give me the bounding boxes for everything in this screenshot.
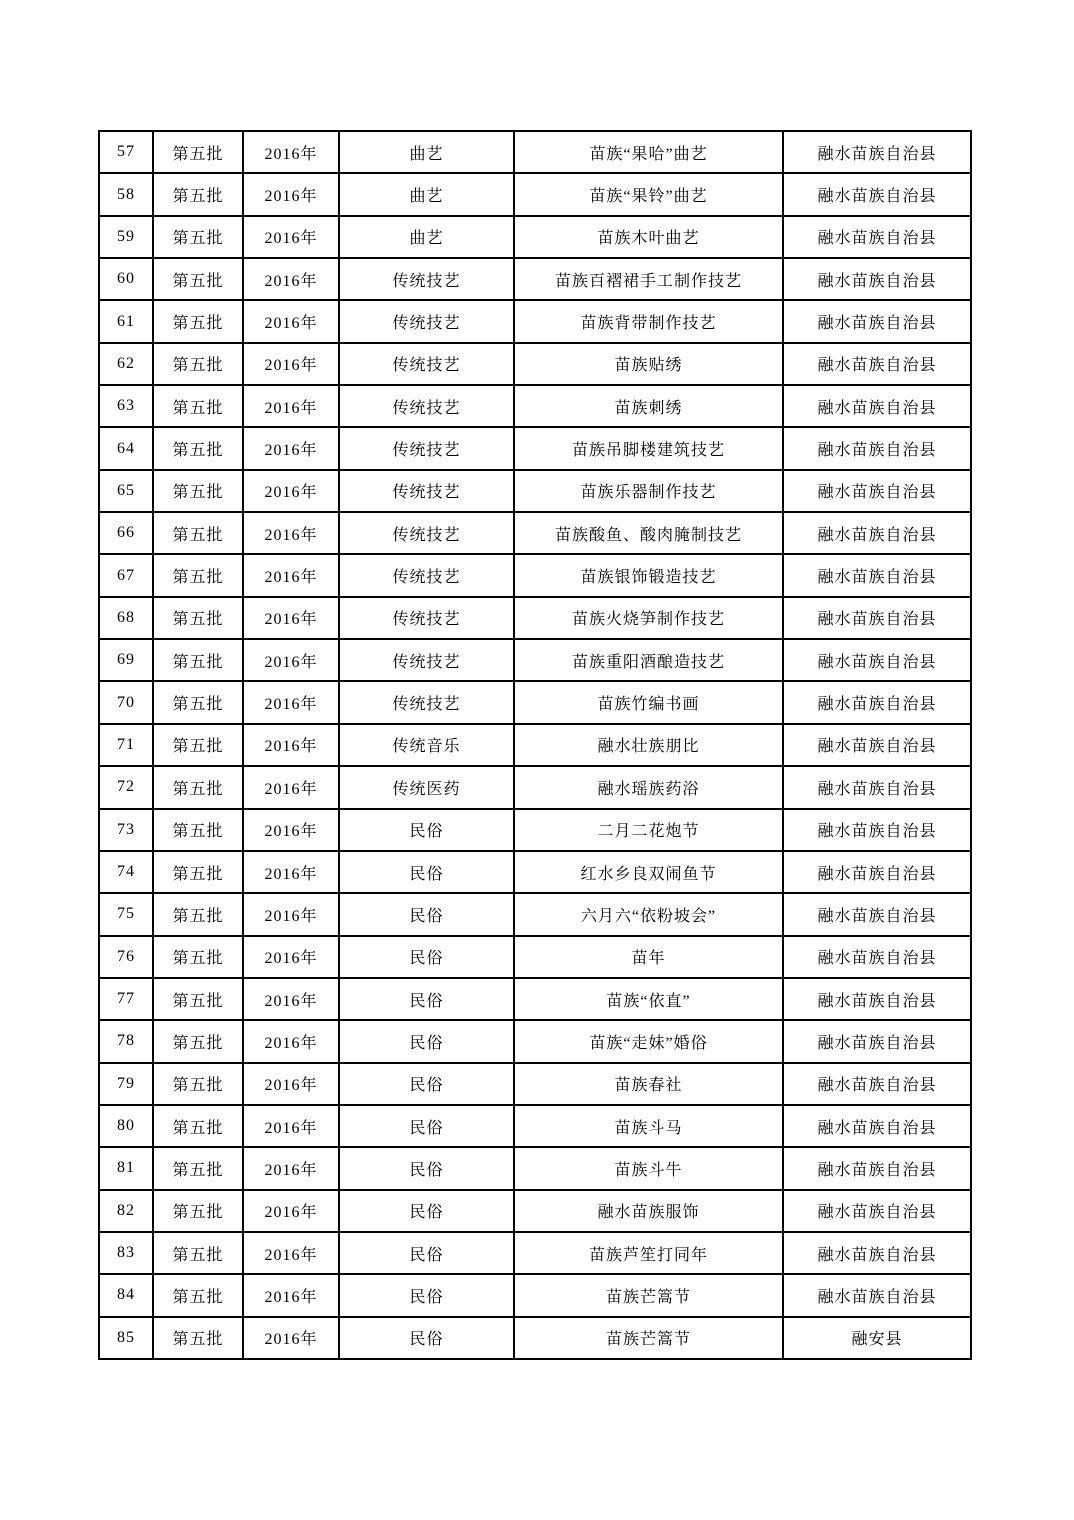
cell-number: 59 [99, 216, 153, 258]
cell-item: 苗族“依直” [514, 978, 783, 1020]
cell-number: 64 [99, 427, 153, 469]
cell-batch: 第五批 [153, 893, 243, 935]
cell-category: 民俗 [339, 851, 514, 893]
cell-location: 融水苗族自治县 [783, 470, 971, 512]
cell-item: 苗族木叶曲艺 [514, 216, 783, 258]
cell-category: 传统技艺 [339, 512, 514, 554]
table-row [99, 1147, 971, 1189]
cell-batch: 第五批 [153, 851, 243, 893]
cell-category: 民俗 [339, 893, 514, 935]
table-row [99, 385, 971, 427]
cell-location: 融安县 [783, 1317, 971, 1359]
table-row [99, 173, 971, 215]
cell-number: 69 [99, 639, 153, 681]
cell-category: 传统技艺 [339, 470, 514, 512]
table-row [99, 766, 971, 808]
cell-location: 融水苗族自治县 [783, 851, 971, 893]
cell-number: 84 [99, 1274, 153, 1316]
cell-item: 苗族芒篙节 [514, 1274, 783, 1316]
cell-year: 2016年 [243, 1190, 339, 1232]
cell-batch: 第五批 [153, 766, 243, 808]
cell-location: 融水苗族自治县 [783, 893, 971, 935]
table-row [99, 1274, 971, 1316]
cell-number: 61 [99, 300, 153, 342]
cell-item: 红水乡良双闹鱼节 [514, 851, 783, 893]
cell-year: 2016年 [243, 173, 339, 215]
cell-item: 苗族芒篙节 [514, 1317, 783, 1359]
cell-item: 苗族贴绣 [514, 343, 783, 385]
cell-category: 曲艺 [339, 216, 514, 258]
cell-item: 苗族斗马 [514, 1105, 783, 1147]
cell-category: 民俗 [339, 809, 514, 851]
cell-batch: 第五批 [153, 427, 243, 469]
cell-number: 73 [99, 809, 153, 851]
cell-year: 2016年 [243, 1147, 339, 1189]
cell-number: 85 [99, 1317, 153, 1359]
cell-location: 融水苗族自治县 [783, 343, 971, 385]
cell-location: 融水苗族自治县 [783, 427, 971, 469]
cell-location: 融水苗族自治县 [783, 131, 971, 173]
cell-location: 融水苗族自治县 [783, 512, 971, 554]
table-row [99, 131, 971, 173]
cell-category: 传统技艺 [339, 681, 514, 723]
cell-number: 68 [99, 597, 153, 639]
cell-location: 融水苗族自治县 [783, 216, 971, 258]
cell-item: 苗族芦笙打同年 [514, 1232, 783, 1274]
table-row [99, 893, 971, 935]
cell-year: 2016年 [243, 766, 339, 808]
cell-batch: 第五批 [153, 936, 243, 978]
cell-number: 67 [99, 554, 153, 596]
cell-year: 2016年 [243, 893, 339, 935]
cell-item: 融水瑶族药浴 [514, 766, 783, 808]
cell-category: 民俗 [339, 1063, 514, 1105]
cell-number: 80 [99, 1105, 153, 1147]
cell-location: 融水苗族自治县 [783, 809, 971, 851]
cell-category: 民俗 [339, 1232, 514, 1274]
cell-batch: 第五批 [153, 1232, 243, 1274]
cell-year: 2016年 [243, 554, 339, 596]
cell-item: 融水壮族朋比 [514, 724, 783, 766]
cell-year: 2016年 [243, 1020, 339, 1062]
cell-batch: 第五批 [153, 724, 243, 766]
cell-batch: 第五批 [153, 1063, 243, 1105]
cell-category: 传统技艺 [339, 258, 514, 300]
cell-batch: 第五批 [153, 978, 243, 1020]
cell-location: 融水苗族自治县 [783, 1063, 971, 1105]
cell-number: 79 [99, 1063, 153, 1105]
cell-location: 融水苗族自治县 [783, 1147, 971, 1189]
cell-number: 81 [99, 1147, 153, 1189]
cell-batch: 第五批 [153, 1147, 243, 1189]
cell-location: 融水苗族自治县 [783, 936, 971, 978]
cell-number: 57 [99, 131, 153, 173]
cell-category: 民俗 [339, 1317, 514, 1359]
cell-item: 苗族吊脚楼建筑技艺 [514, 427, 783, 469]
table-row [99, 724, 971, 766]
table-row [99, 216, 971, 258]
cell-batch: 第五批 [153, 385, 243, 427]
cell-year: 2016年 [243, 512, 339, 554]
table-row [99, 470, 971, 512]
cell-category: 传统技艺 [339, 343, 514, 385]
cell-year: 2016年 [243, 724, 339, 766]
cell-category: 民俗 [339, 1020, 514, 1062]
cell-location: 融水苗族自治县 [783, 724, 971, 766]
table-row [99, 343, 971, 385]
cell-number: 63 [99, 385, 153, 427]
cell-location: 融水苗族自治县 [783, 597, 971, 639]
cell-year: 2016年 [243, 978, 339, 1020]
cell-category: 传统技艺 [339, 554, 514, 596]
cell-year: 2016年 [243, 343, 339, 385]
cell-category: 民俗 [339, 978, 514, 1020]
cell-year: 2016年 [243, 470, 339, 512]
cell-batch: 第五批 [153, 173, 243, 215]
cell-number: 74 [99, 851, 153, 893]
cell-item: 苗族重阳酒酿造技艺 [514, 639, 783, 681]
cell-batch: 第五批 [153, 809, 243, 851]
cell-location: 融水苗族自治县 [783, 173, 971, 215]
cell-number: 66 [99, 512, 153, 554]
cell-batch: 第五批 [153, 258, 243, 300]
table-row [99, 1063, 971, 1105]
table-row [99, 427, 971, 469]
cell-batch: 第五批 [153, 597, 243, 639]
table-body [99, 131, 971, 1359]
cell-batch: 第五批 [153, 470, 243, 512]
cell-category: 民俗 [339, 936, 514, 978]
cell-category: 传统音乐 [339, 724, 514, 766]
cell-year: 2016年 [243, 851, 339, 893]
cell-item: 苗族背带制作技艺 [514, 300, 783, 342]
table-row [99, 639, 971, 681]
table-row [99, 300, 971, 342]
cell-number: 83 [99, 1232, 153, 1274]
cell-item: 融水苗族服饰 [514, 1190, 783, 1232]
table-row [99, 1105, 971, 1147]
cell-year: 2016年 [243, 1105, 339, 1147]
cell-location: 融水苗族自治县 [783, 978, 971, 1020]
cell-year: 2016年 [243, 216, 339, 258]
cell-number: 70 [99, 681, 153, 723]
cell-number: 62 [99, 343, 153, 385]
cell-batch: 第五批 [153, 1020, 243, 1062]
cell-item: 苗族春社 [514, 1063, 783, 1105]
cell-number: 72 [99, 766, 153, 808]
cell-category: 传统技艺 [339, 597, 514, 639]
cell-number: 75 [99, 893, 153, 935]
cell-category: 曲艺 [339, 131, 514, 173]
cell-item: 苗族酸鱼、酸肉腌制技艺 [514, 512, 783, 554]
cell-item: 苗族刺绣 [514, 385, 783, 427]
cell-category: 民俗 [339, 1274, 514, 1316]
cell-year: 2016年 [243, 681, 339, 723]
cell-year: 2016年 [243, 1317, 339, 1359]
cell-batch: 第五批 [153, 1274, 243, 1316]
cell-number: 58 [99, 173, 153, 215]
table-row [99, 1232, 971, 1274]
cell-location: 融水苗族自治县 [783, 1020, 971, 1062]
cell-year: 2016年 [243, 1063, 339, 1105]
cell-category: 民俗 [339, 1105, 514, 1147]
cell-location: 融水苗族自治县 [783, 1274, 971, 1316]
cell-batch: 第五批 [153, 512, 243, 554]
cell-item: 二月二花炮节 [514, 809, 783, 851]
table-row [99, 554, 971, 596]
cell-item: 苗族斗牛 [514, 1147, 783, 1189]
cell-year: 2016年 [243, 1274, 339, 1316]
cell-batch: 第五批 [153, 681, 243, 723]
cell-year: 2016年 [243, 936, 339, 978]
cell-item: 苗族“走妹”婚俗 [514, 1020, 783, 1062]
cell-year: 2016年 [243, 258, 339, 300]
cell-number: 82 [99, 1190, 153, 1232]
cell-location: 融水苗族自治县 [783, 300, 971, 342]
table-row [99, 936, 971, 978]
cell-category: 传统技艺 [339, 427, 514, 469]
table-row [99, 681, 971, 723]
cell-item: 苗族竹编书画 [514, 681, 783, 723]
cell-year: 2016年 [243, 131, 339, 173]
cell-location: 融水苗族自治县 [783, 681, 971, 723]
cell-category: 传统医药 [339, 766, 514, 808]
cell-year: 2016年 [243, 597, 339, 639]
cell-year: 2016年 [243, 427, 339, 469]
cell-item: 六月六“依粉坡会” [514, 893, 783, 935]
cell-category: 民俗 [339, 1147, 514, 1189]
cell-item: 苗族火烧笋制作技艺 [514, 597, 783, 639]
cell-category: 曲艺 [339, 173, 514, 215]
table-row [99, 597, 971, 639]
table-row [99, 978, 971, 1020]
table-row [99, 512, 971, 554]
cell-year: 2016年 [243, 1232, 339, 1274]
cell-category: 传统技艺 [339, 300, 514, 342]
cell-number: 65 [99, 470, 153, 512]
cell-category: 传统技艺 [339, 385, 514, 427]
table-row [99, 1020, 971, 1062]
cell-location: 融水苗族自治县 [783, 1190, 971, 1232]
cell-number: 71 [99, 724, 153, 766]
cell-year: 2016年 [243, 639, 339, 681]
cell-location: 融水苗族自治县 [783, 258, 971, 300]
cell-item: 苗族银饰锻造技艺 [514, 554, 783, 596]
table-row [99, 1317, 971, 1359]
cell-number: 60 [99, 258, 153, 300]
cell-year: 2016年 [243, 809, 339, 851]
cell-year: 2016年 [243, 300, 339, 342]
cell-number: 76 [99, 936, 153, 978]
table-row [99, 809, 971, 851]
cell-batch: 第五批 [153, 1190, 243, 1232]
cell-item: 苗族乐器制作技艺 [514, 470, 783, 512]
cell-item: 苗族“果哈”曲艺 [514, 131, 783, 173]
cell-location: 融水苗族自治县 [783, 1232, 971, 1274]
cell-category: 传统技艺 [339, 639, 514, 681]
cell-category: 民俗 [339, 1190, 514, 1232]
cell-number: 78 [99, 1020, 153, 1062]
cell-location: 融水苗族自治县 [783, 639, 971, 681]
cell-item: 苗年 [514, 936, 783, 978]
cell-batch: 第五批 [153, 554, 243, 596]
table-row [99, 1190, 971, 1232]
cell-year: 2016年 [243, 385, 339, 427]
cell-location: 融水苗族自治县 [783, 385, 971, 427]
cell-batch: 第五批 [153, 131, 243, 173]
table-row [99, 258, 971, 300]
cell-number: 77 [99, 978, 153, 1020]
heritage-table [98, 130, 972, 1360]
cell-item: 苗族百褶裙手工制作技艺 [514, 258, 783, 300]
table-row [99, 851, 971, 893]
cell-batch: 第五批 [153, 1317, 243, 1359]
cell-item: 苗族“果铃”曲艺 [514, 173, 783, 215]
cell-location: 融水苗族自治县 [783, 766, 971, 808]
cell-batch: 第五批 [153, 1105, 243, 1147]
cell-batch: 第五批 [153, 343, 243, 385]
cell-location: 融水苗族自治县 [783, 554, 971, 596]
cell-location: 融水苗族自治县 [783, 1105, 971, 1147]
heritage-table-container [98, 130, 972, 1360]
cell-batch: 第五批 [153, 216, 243, 258]
cell-batch: 第五批 [153, 639, 243, 681]
cell-batch: 第五批 [153, 300, 243, 342]
